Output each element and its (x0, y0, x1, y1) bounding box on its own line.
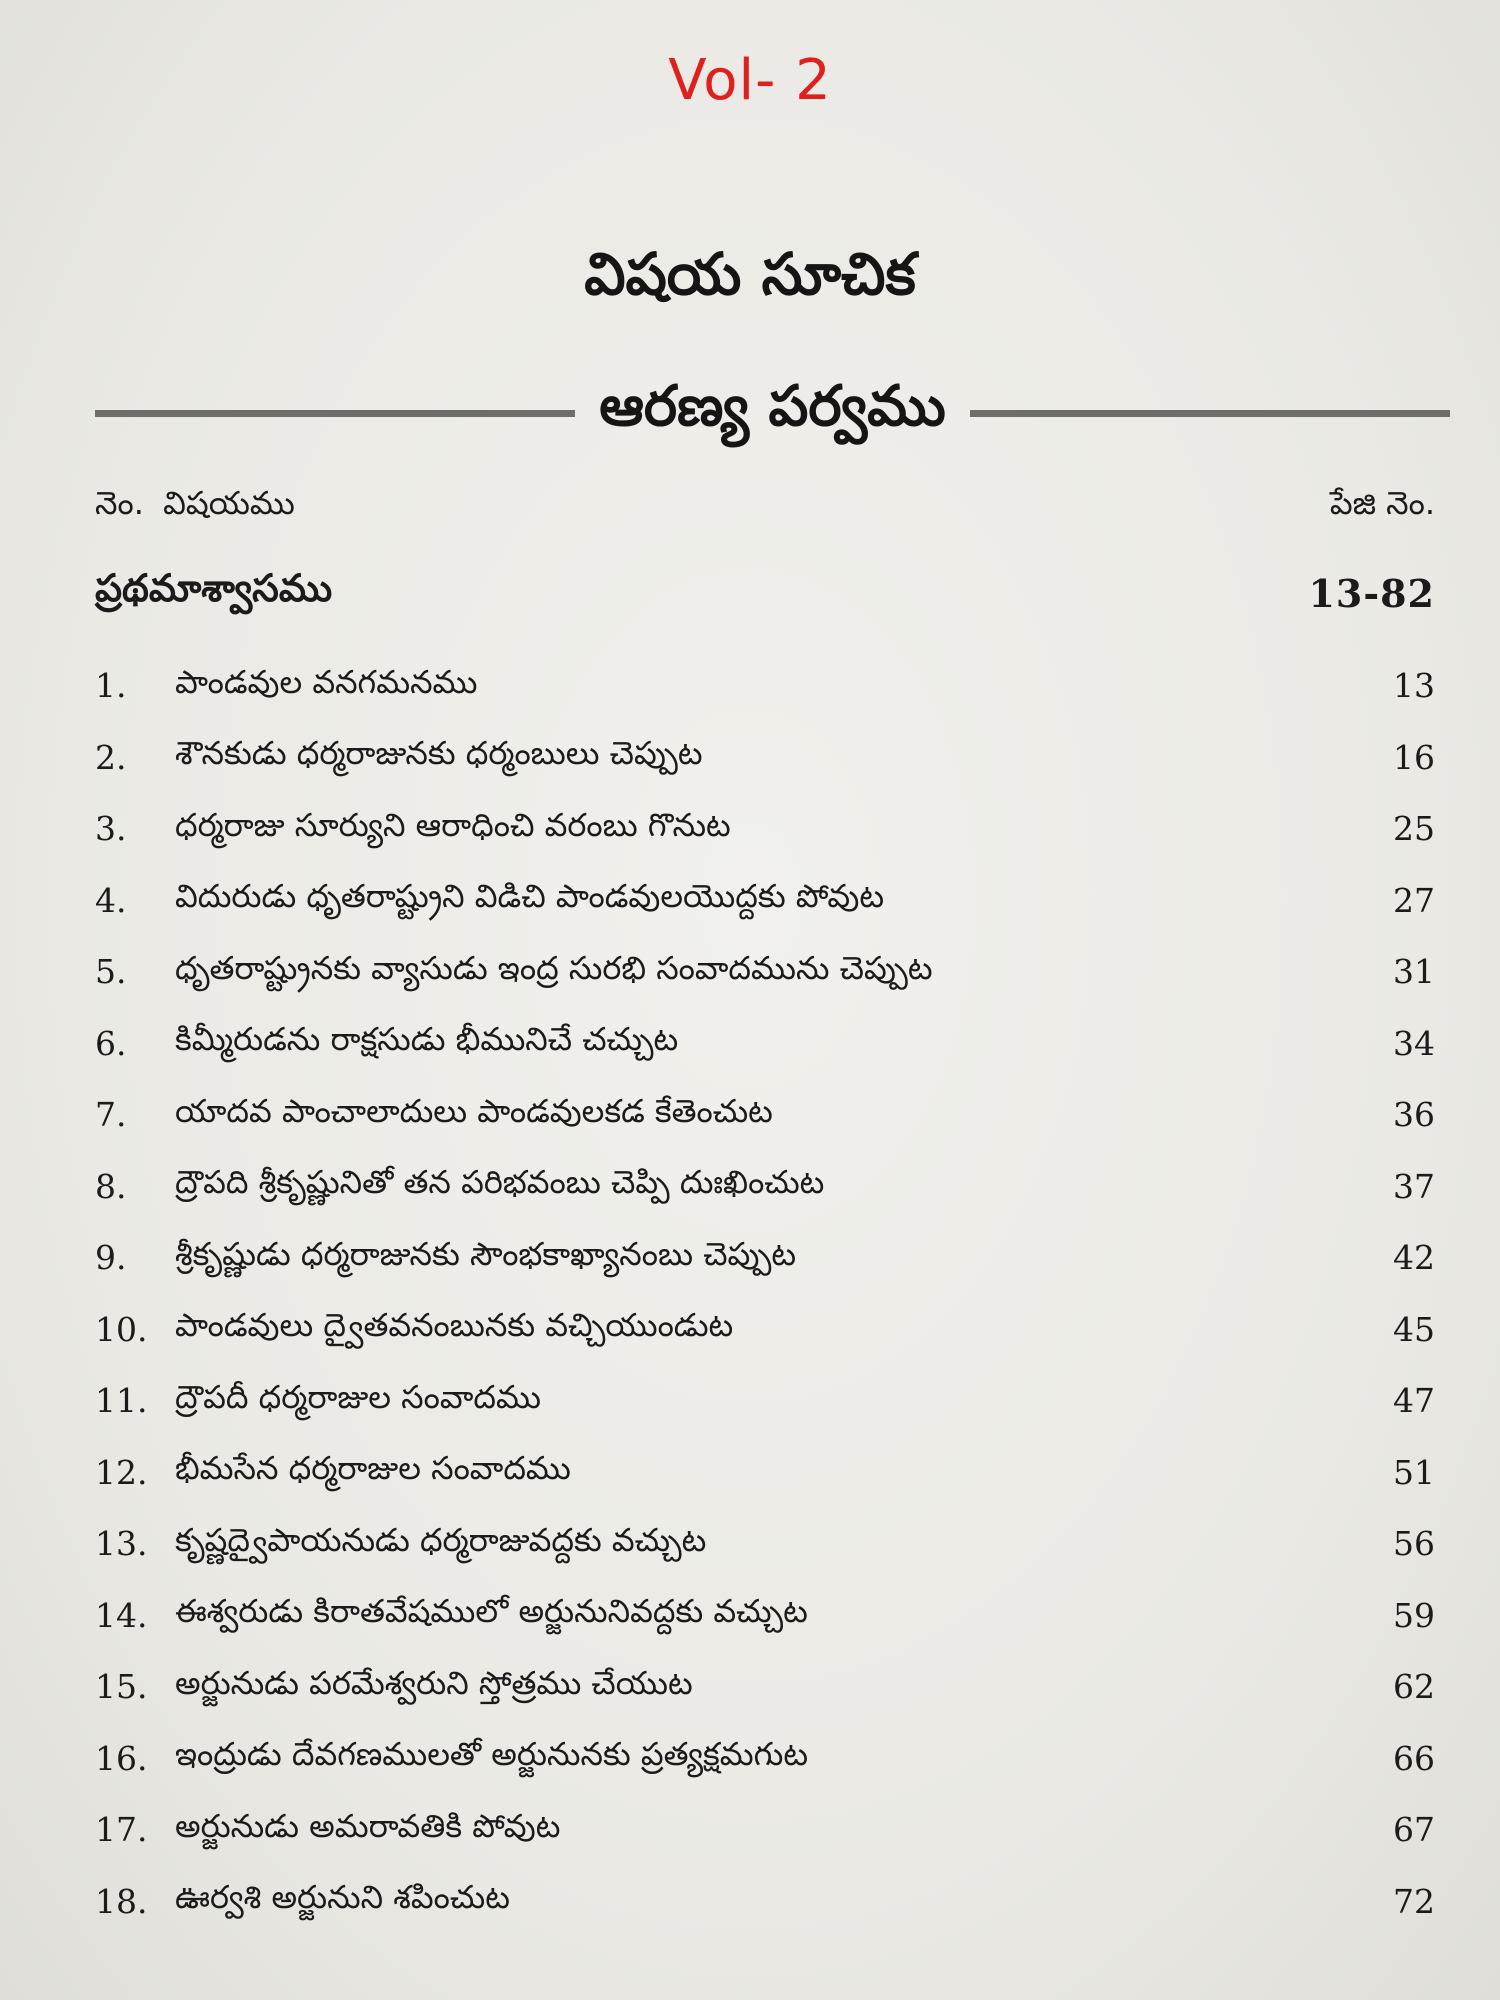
toc-entry-page: 25 (1393, 809, 1435, 849)
column-page-label: పేజి నెం. (1329, 484, 1435, 522)
toc-entry-page: 59 (1393, 1595, 1435, 1635)
toc-entry (95, 1437, 1435, 1509)
toc-entry-title: అర్జునుడు అమరావతికి పోవుట (175, 1806, 561, 1845)
right-rule (970, 410, 1450, 417)
toc-entry-page: 13 (1393, 666, 1435, 706)
toc-entry (95, 1651, 1435, 1723)
toc-entry (95, 1580, 1435, 1652)
toc-entry-number: 18. (95, 1881, 148, 1921)
toc-entry-title: అర్జునుడు పరమేశ్వరుని స్తోత్రము చేయుట (175, 1663, 693, 1702)
column-header-left (95, 484, 295, 530)
toc-entry-page: 47 (1393, 1381, 1435, 1421)
toc-entry-page: 16 (1393, 737, 1435, 777)
toc-entry (95, 793, 1435, 865)
toc-entry-title: ద్రౌపదీ ధర్మరాజుల సంవాదము (175, 1377, 541, 1416)
canto-title: ప్రథమాశ్వాసము (95, 566, 333, 610)
toc-entry-title: భీమసేన ధర్మరాజుల సంవాదము (175, 1449, 571, 1488)
toc-entry (95, 1294, 1435, 1366)
section-heading (95, 373, 1450, 448)
toc-entry (95, 1794, 1435, 1866)
volume-label: Vol- 2 (668, 48, 832, 113)
toc-entry-number: 1. (95, 666, 127, 706)
toc-entry (95, 936, 1435, 1008)
toc-entry-title: ధృతరాష్ట్రునకు వ్యాసుడు ఇంద్ర సురభి సంవాదమును చెప్పుట (175, 948, 933, 987)
toc-entry-title: పాండవులు ద్వైతవనంబునకు వచ్చియుండుట (175, 1306, 734, 1345)
toc-entry-title: ఈశ్వరుడు కిరాతవేషములో అర్జునునివద్దకు వచ్చుట (175, 1592, 808, 1631)
canto-heading (95, 566, 1435, 620)
toc-entry-title: ద్రౌపది శ్రీకృష్ణునితో తన పరిభవంబు చెప్పి దుఃఖించుట (175, 1163, 825, 1202)
toc-entry-number: 2. (95, 737, 127, 777)
toc-entry-number: 9. (95, 1238, 127, 1278)
toc-entry-title: పాండవుల వనగమనము (175, 662, 478, 701)
canto-page-range: 13-82 (1308, 570, 1435, 616)
toc-entry-number: 8. (95, 1166, 127, 1206)
toc-entry-title: కృష్ణద్వైపాయనుడు ధర్మరాజువద్దకు వచ్చుట (175, 1520, 707, 1559)
column-header (95, 484, 1435, 530)
toc-entry-number: 16. (95, 1738, 148, 1778)
toc-entry (95, 1222, 1435, 1294)
toc-entry-number: 3. (95, 809, 127, 849)
toc-entry-number: 12. (95, 1452, 148, 1492)
toc-entry-title: ధర్మరాజు సూర్యుని ఆరాధించి వరంబు గొనుట (175, 805, 731, 844)
toc-entry-title: శ్రీకృష్ణుడు ధర్మరాజునకు సౌంభకాఖ్యానంబు చెప్పుట (175, 1234, 797, 1273)
toc-entry-number: 6. (95, 1023, 127, 1063)
toc-entry (95, 1079, 1435, 1151)
column-subject-label: విషయము (163, 484, 295, 522)
toc-entry-page: 31 (1393, 952, 1435, 992)
toc-entry (95, 722, 1435, 794)
toc-entry-page: 34 (1393, 1023, 1435, 1063)
toc-entry-number: 10. (95, 1309, 148, 1349)
toc-entry (95, 1866, 1435, 1938)
toc-entry-page: 42 (1393, 1238, 1435, 1278)
toc-entry (95, 1723, 1435, 1795)
toc-entry-number: 7. (95, 1095, 127, 1135)
toc-entry-number: 4. (95, 880, 127, 920)
toc-entry (95, 650, 1435, 722)
toc-entry (95, 865, 1435, 937)
toc-entry (95, 1008, 1435, 1080)
toc-entry-title: ఊర్వశి అర్జునుని శపించుట (175, 1878, 510, 1917)
toc-entry-title: శౌనకుడు ధర్మరాజునకు ధర్మంబులు చెప్పుట (175, 734, 703, 773)
toc-entry (95, 1365, 1435, 1437)
toc-entry-number: 14. (95, 1595, 148, 1635)
toc-entry (95, 1151, 1435, 1223)
toc-entry-page: 27 (1393, 880, 1435, 920)
toc-entry-page: 37 (1393, 1166, 1435, 1206)
column-no-label: నెం. (95, 484, 144, 522)
toc-entry-page: 66 (1393, 1738, 1435, 1778)
toc-entry-number: 11. (95, 1381, 148, 1421)
toc-list (95, 650, 1435, 1937)
toc-entry-page: 51 (1393, 1452, 1435, 1492)
toc-entry-title: యాదవ పాంచాలాదులు పాండవులకడ కేతెంచుట (175, 1091, 773, 1130)
toc-entry-page: 72 (1393, 1881, 1435, 1921)
toc-entry-page: 45 (1393, 1309, 1435, 1349)
toc-entry-title: ఇంద్రుడు దేవగణములతో అర్జునునకు ప్రత్యక్షమగుట (175, 1735, 809, 1774)
toc-entry-page: 62 (1393, 1667, 1435, 1707)
toc-entry-number: 15. (95, 1667, 148, 1707)
toc-entry-number: 5. (95, 952, 127, 992)
toc-entry (95, 1508, 1435, 1580)
toc-entry-number: 13. (95, 1524, 148, 1564)
section-title: ఆరణ్య పర్వము (599, 373, 946, 439)
toc-entry-title: కిమ్మీరుడను రాక్షసుడు భీమునిచే చచ్చుట (175, 1020, 679, 1059)
toc-entry-page: 36 (1393, 1095, 1435, 1135)
left-rule (95, 410, 575, 417)
toc-entry-page: 67 (1393, 1810, 1435, 1850)
toc-entry-title: విదురుడు ధృతరాష్ట్రుని విడిచి పాండవులయొద్దకు పోవుట (175, 877, 885, 916)
toc-entry-number: 17. (95, 1810, 148, 1850)
toc-entry-page: 56 (1393, 1524, 1435, 1564)
toc-title: విషయ సూచిక (584, 240, 916, 308)
